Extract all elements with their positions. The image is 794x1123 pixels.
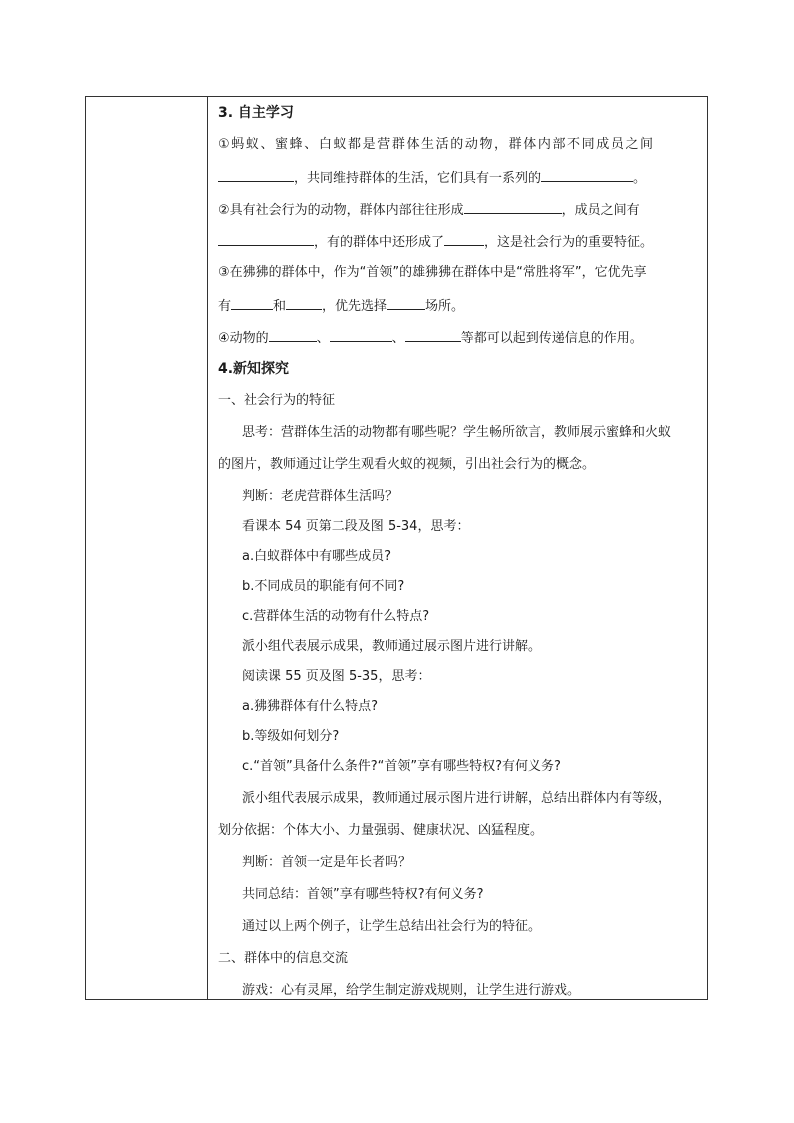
fill-blank <box>231 295 273 310</box>
report2-line1: 派小组代表展示成果，教师通过展示图片进行讲解，总结出群体内有等级， <box>242 791 672 806</box>
read2: 阅读课 55 页及图 5-35，思考： <box>242 669 431 684</box>
game-line: 游戏：心有灵犀，给学生制定游戏规则，让学生进行游戏。 <box>242 983 581 998</box>
fill-blank <box>405 327 461 342</box>
lesson-table <box>85 96 708 1000</box>
q1-line1: ①蚂蚁、蜜蜂、白蚁都是营群体生活的动物，群体内部不同成员之间 <box>218 137 655 152</box>
section3-heading: 3. 自主学习 <box>218 105 294 121</box>
q3-line2: 有 和 ，优先选择 场所。 <box>218 295 699 317</box>
q4-line: ④动物的 、 、 等都可以起到传递信息的作用。 <box>218 327 699 349</box>
report1: 派小组代表展示成果，教师通过展示图片进行讲解。 <box>242 639 542 654</box>
part1-title: 一、社会行为的特征 <box>218 393 336 408</box>
fill-blank <box>218 167 294 182</box>
fill-blank <box>286 295 322 310</box>
fill-blank <box>464 199 562 214</box>
report2-line2: 划分依据：个体大小、力量强弱、健康状况、凶猛程度。 <box>218 823 544 838</box>
question-a1: a.白蚁群体中有哪些成员? <box>242 549 391 564</box>
fill-blank <box>269 327 317 342</box>
fill-blank <box>387 295 425 310</box>
judge2: 判断：首领一定是年长者吗？ <box>242 855 412 870</box>
q2-line2: ，有的群体中还形成了 ，这是社会行为的重要特征。 <box>218 231 699 253</box>
question-b1: b.不同成员的职能有何不同? <box>242 579 405 594</box>
fill-blank <box>541 167 633 182</box>
think1-line1: 思考：营群体生活的动物都有哪些呢？学生畅所欲言，教师展示蜜蜂和火蚁 <box>242 425 672 440</box>
summary: 共同总结：首领”享有哪些特权?有何义务? <box>242 887 484 902</box>
think1-line2: 的图片，教师通过让学生观看火蚁的视频，引出社会行为的概念。 <box>218 457 596 472</box>
question-a2: a.狒狒群体有什么特点? <box>242 699 378 714</box>
q3-line1: ③在狒狒的群体中，作为“首领”的雄狒狒在群体中是“常胜将军”，它优先享 <box>218 265 647 280</box>
fill-blank <box>444 231 484 246</box>
q2-line1: ②具有社会行为的动物，群体内部往往形成 ，成员之间有 <box>218 199 699 221</box>
table-left-column <box>86 97 208 999</box>
read1: 看课本 54 页第二段及图 5-34，思考： <box>242 519 470 534</box>
question-b2: b.等级如何划分? <box>242 729 340 744</box>
section4-heading: 4.新知探究 <box>218 361 290 377</box>
conclude: 通过以上两个例子，让学生总结出社会行为的特征。 <box>242 919 542 934</box>
fill-blank <box>218 231 314 246</box>
fill-blank <box>330 327 392 342</box>
table-content-column <box>208 97 707 999</box>
question-c1: c.营群体生活的动物有什么特点? <box>242 609 430 624</box>
q1-line2: ，共同维持群体的生活，它们具有一系列的 。 <box>218 167 699 189</box>
part2-title: 二、群体中的信息交流 <box>218 951 349 966</box>
question-c2: c.“首领”具备什么条件?“首领”享有哪些特权?有何义务? <box>242 759 561 774</box>
judge1: 判断：老虎营群体生活吗？ <box>242 489 399 504</box>
